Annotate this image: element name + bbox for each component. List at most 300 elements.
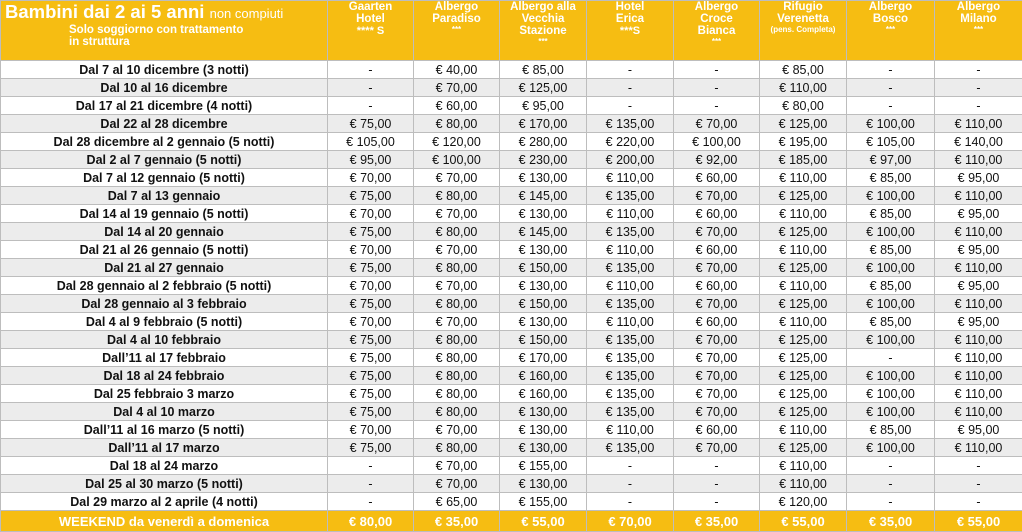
price-cell: € 280,00 — [500, 133, 587, 151]
price-cell: € 75,00 — [328, 385, 414, 403]
price-cell: € 135,00 — [587, 331, 674, 349]
period-label: Dall’11 al 16 marzo (5 notti) — [1, 421, 328, 439]
price-cell: - — [847, 97, 935, 115]
price-cell: € 195,00 — [760, 133, 847, 151]
price-cell: € 80,00 — [760, 97, 847, 115]
price-cell: € 95,00 — [935, 205, 1022, 223]
price-cell: € 85,00 — [760, 61, 847, 79]
price-cell: - — [587, 475, 674, 493]
period-label: Dal 21 al 27 gennaio — [1, 259, 328, 277]
price-cell: € 80,00 — [414, 403, 500, 421]
price-cell: € 70,00 — [328, 421, 414, 439]
price-cell: € 60,00 — [674, 205, 760, 223]
price-cell: € 125,00 — [760, 385, 847, 403]
price-cell: € 95,00 — [935, 169, 1022, 187]
price-cell: € 80,00 — [414, 259, 500, 277]
price-cell: € 70,00 — [328, 169, 414, 187]
period-label: Dal 4 al 9 febbraio (5 notti) — [1, 313, 328, 331]
price-cell: € 110,00 — [760, 205, 847, 223]
weekend-price: € 55,00 — [935, 511, 1022, 532]
price-cell: € 130,00 — [500, 439, 587, 457]
price-cell: € 120,00 — [760, 493, 847, 511]
price-cell: € 80,00 — [414, 295, 500, 313]
price-cell: € 70,00 — [674, 403, 760, 421]
price-cell: € 80,00 — [414, 439, 500, 457]
table-row — [1, 115, 1022, 133]
table-row — [1, 403, 1022, 421]
price-cell: € 40,00 — [414, 61, 500, 79]
price-cell: € 92,00 — [674, 151, 760, 169]
price-cell: € 110,00 — [935, 115, 1022, 133]
weekend-price: € 80,00 — [328, 511, 414, 532]
price-cell: € 80,00 — [414, 385, 500, 403]
price-cell: € 155,00 — [500, 493, 587, 511]
price-cell: € 70,00 — [328, 241, 414, 259]
price-cell: € 125,00 — [760, 223, 847, 241]
price-cell: € 100,00 — [847, 223, 935, 241]
price-cell: € 100,00 — [847, 331, 935, 349]
price-cell: € 85,00 — [847, 205, 935, 223]
price-cell: € 70,00 — [674, 115, 760, 133]
price-cell: € 110,00 — [587, 277, 674, 295]
hotel-stars: *** — [885, 25, 896, 34]
period-label: Dal 2 al 7 gennaio (5 notti) — [1, 151, 328, 169]
table-row — [1, 187, 1022, 205]
period-label: Dal 25 febbraio 3 marzo — [1, 385, 328, 403]
price-cell: - — [935, 61, 1022, 79]
price-cell: € 110,00 — [935, 439, 1022, 457]
price-cell: € 130,00 — [500, 169, 587, 187]
hotel-name-line: Paradiso — [432, 13, 481, 25]
price-cell: € 70,00 — [414, 169, 500, 187]
hotel-stars: **** S — [356, 25, 385, 37]
price-cell: € 110,00 — [935, 385, 1022, 403]
subtitle-line-2: in struttura — [69, 36, 130, 48]
table-row — [1, 259, 1022, 277]
price-cell: € 75,00 — [328, 367, 414, 385]
table-row — [1, 61, 1022, 79]
table-row — [1, 313, 1022, 331]
table-row — [1, 133, 1022, 151]
price-cell: € 160,00 — [500, 385, 587, 403]
price-cell: € 60,00 — [674, 169, 760, 187]
price-cell: € 80,00 — [414, 367, 500, 385]
price-cell: € 85,00 — [847, 169, 935, 187]
price-cell: € 70,00 — [674, 349, 760, 367]
period-label: Dal 18 al 24 marzo — [1, 457, 328, 475]
price-cell: € 75,00 — [328, 349, 414, 367]
price-cell: € 60,00 — [674, 277, 760, 295]
price-cell: € 75,00 — [328, 295, 414, 313]
title-main: Bambini dai 2 ai 5 anni — [5, 1, 205, 22]
table-row — [1, 421, 1022, 439]
hotel-name-line: Verenetta — [777, 13, 829, 25]
price-cell: € 135,00 — [587, 385, 674, 403]
period-label: Dal 4 al 10 marzo — [1, 403, 328, 421]
price-cell: € 130,00 — [500, 403, 587, 421]
price-cell: € 60,00 — [414, 97, 500, 115]
price-cell: € 110,00 — [760, 277, 847, 295]
period-label: Dal 4 al 10 febbraio — [1, 331, 328, 349]
price-cell: € 110,00 — [587, 313, 674, 331]
price-cell: € 70,00 — [414, 79, 500, 97]
price-cell: € 125,00 — [760, 259, 847, 277]
price-cell: - — [847, 493, 935, 511]
period-label: Dal 28 dicembre al 2 gennaio (5 notti) — [1, 133, 328, 151]
price-cell: € 60,00 — [674, 313, 760, 331]
price-cell: - — [674, 493, 760, 511]
table-row — [1, 79, 1022, 97]
hotel-header-gaarten — [328, 1, 414, 61]
hotel-name-line: Croce — [700, 13, 733, 25]
price-cell: - — [674, 457, 760, 475]
price-cell: € 110,00 — [935, 331, 1022, 349]
price-cell: - — [587, 79, 674, 97]
price-cell: € 70,00 — [328, 205, 414, 223]
price-cell: € 150,00 — [500, 259, 587, 277]
table-row — [1, 97, 1022, 115]
period-label: Dal 17 al 21 dicembre (4 notti) — [1, 97, 328, 115]
table-row — [1, 205, 1022, 223]
hotel-header-paradiso — [414, 1, 500, 61]
price-cell: € 70,00 — [674, 259, 760, 277]
period-label: Dal 21 al 26 gennaio (5 notti) — [1, 241, 328, 259]
price-cell: € 85,00 — [847, 277, 935, 295]
period-label: Dall’11 al 17 marzo — [1, 439, 328, 457]
period-label: Dal 28 gennaio al 2 febbraio (5 notti) — [1, 277, 328, 295]
price-cell: € 95,00 — [935, 421, 1022, 439]
price-cell: - — [674, 475, 760, 493]
weekend-price: € 35,00 — [847, 511, 935, 532]
price-cell: € 70,00 — [674, 331, 760, 349]
price-cell: € 70,00 — [414, 421, 500, 439]
price-cell: € 110,00 — [935, 349, 1022, 367]
price-cell: - — [328, 79, 414, 97]
price-cell: € 120,00 — [414, 133, 500, 151]
table-row — [1, 151, 1022, 169]
price-cell: € 125,00 — [760, 349, 847, 367]
price-cell: € 80,00 — [414, 115, 500, 133]
price-cell: - — [674, 61, 760, 79]
price-cell: € 85,00 — [500, 61, 587, 79]
price-cell: € 230,00 — [500, 151, 587, 169]
price-cell: € 70,00 — [674, 187, 760, 205]
period-label: Dal 28 gennaio al 3 febbraio — [1, 295, 328, 313]
table-row — [1, 457, 1022, 475]
price-cell: - — [935, 79, 1022, 97]
price-cell: € 75,00 — [328, 439, 414, 457]
price-cell: € 110,00 — [587, 205, 674, 223]
price-cell: € 80,00 — [414, 187, 500, 205]
price-cell: - — [328, 457, 414, 475]
price-cell: € 110,00 — [760, 313, 847, 331]
price-cell: - — [587, 457, 674, 475]
price-cell: € 70,00 — [674, 295, 760, 313]
price-cell: € 130,00 — [500, 205, 587, 223]
table-row — [1, 223, 1022, 241]
price-cell: - — [847, 79, 935, 97]
price-cell: € 135,00 — [587, 115, 674, 133]
price-cell: € 95,00 — [500, 97, 587, 115]
price-cell: € 110,00 — [587, 169, 674, 187]
price-cell: € 85,00 — [847, 313, 935, 331]
price-cell: € 65,00 — [414, 493, 500, 511]
table-row — [1, 331, 1022, 349]
price-cell: € 110,00 — [935, 223, 1022, 241]
header-row — [1, 1, 1022, 61]
price-cell: € 75,00 — [328, 331, 414, 349]
price-cell: € 95,00 — [935, 241, 1022, 259]
weekend-price: € 35,00 — [414, 511, 500, 532]
table-row — [1, 385, 1022, 403]
table-row — [1, 475, 1022, 493]
price-cell: € 100,00 — [847, 187, 935, 205]
price-cell: € 70,00 — [414, 313, 500, 331]
price-cell: € 135,00 — [587, 403, 674, 421]
hotel-header-milano — [935, 1, 1022, 61]
price-cell: € 110,00 — [587, 421, 674, 439]
period-label: Dal 7 al 13 gennaio — [1, 187, 328, 205]
price-cell: € 70,00 — [414, 277, 500, 295]
price-cell: € 135,00 — [587, 259, 674, 277]
hotel-stars: *** — [538, 37, 548, 46]
hotel-name-line: Rifugio — [783, 1, 823, 13]
period-label: Dal 10 al 16 dicembre — [1, 79, 328, 97]
weekend-row — [1, 511, 1022, 532]
hotel-name-line: Albergo — [956, 1, 1001, 13]
hotel-name-line: Vecchia — [521, 13, 565, 25]
price-cell: € 135,00 — [587, 439, 674, 457]
price-cell: € 110,00 — [760, 421, 847, 439]
price-cell: € 110,00 — [935, 295, 1022, 313]
price-cell: € 135,00 — [587, 349, 674, 367]
price-cell: - — [935, 97, 1022, 115]
period-label: Dal 25 al 30 marzo (5 notti) — [1, 475, 328, 493]
price-cell: - — [847, 349, 935, 367]
price-cell: € 80,00 — [414, 349, 500, 367]
price-cell: € 220,00 — [587, 133, 674, 151]
table-row — [1, 493, 1022, 511]
hotel-name-line: Erica — [615, 13, 645, 25]
price-cell: € 185,00 — [760, 151, 847, 169]
price-cell: € 105,00 — [847, 133, 935, 151]
price-cell: € 75,00 — [328, 403, 414, 421]
price-cell: - — [935, 457, 1022, 475]
table-title — [5, 2, 327, 24]
price-cell: € 100,00 — [847, 439, 935, 457]
period-label: Dal 14 al 20 gennaio — [1, 223, 328, 241]
price-cell: - — [935, 475, 1022, 493]
price-cell: € 100,00 — [847, 115, 935, 133]
price-cell: € 125,00 — [760, 331, 847, 349]
hotel-name-line: Bosco — [872, 13, 909, 25]
price-cell: € 125,00 — [760, 403, 847, 421]
price-cell: € 110,00 — [760, 79, 847, 97]
price-cell: € 75,00 — [328, 259, 414, 277]
hotel-name-line: Milano — [960, 13, 997, 25]
table-row — [1, 241, 1022, 259]
price-cell: € 100,00 — [847, 367, 935, 385]
price-cell: € 110,00 — [935, 187, 1022, 205]
weekend-price: € 55,00 — [500, 511, 587, 532]
price-cell: € 155,00 — [500, 457, 587, 475]
weekend-price: € 35,00 — [674, 511, 760, 532]
price-cell: - — [587, 61, 674, 79]
period-label: Dal 14 al 19 gennaio (5 notti) — [1, 205, 328, 223]
weekend-label: WEEKEND da venerdì a domenica — [1, 511, 328, 532]
price-cell: - — [328, 475, 414, 493]
weekend-price: € 70,00 — [587, 511, 674, 532]
hotel-name-line: Hotel — [356, 13, 385, 25]
price-cell: € 125,00 — [760, 367, 847, 385]
hotel-header-bosco — [847, 1, 935, 61]
price-cell: € 70,00 — [414, 457, 500, 475]
price-cell: € 145,00 — [500, 187, 587, 205]
price-cell: € 110,00 — [760, 169, 847, 187]
hotel-name-line: Gaarten — [348, 1, 393, 13]
price-cell: € 110,00 — [935, 259, 1022, 277]
price-cell: € 110,00 — [587, 241, 674, 259]
price-cell: € 170,00 — [500, 349, 587, 367]
price-cell: - — [847, 457, 935, 475]
price-cell: - — [935, 493, 1022, 511]
price-cell: € 130,00 — [500, 475, 587, 493]
price-cell: € 100,00 — [674, 133, 760, 151]
price-cell: € 100,00 — [847, 385, 935, 403]
price-cell: - — [847, 475, 935, 493]
price-cell: - — [328, 97, 414, 115]
hotel-header-erica — [587, 1, 674, 61]
subtitle-line-1: Solo soggiorno con trattamento — [69, 24, 244, 36]
price-cell: € 100,00 — [847, 295, 935, 313]
hotel-name-line: Albergo — [694, 1, 739, 13]
price-cell: € 70,00 — [328, 313, 414, 331]
price-cell: € 140,00 — [935, 133, 1022, 151]
price-cell: € 200,00 — [587, 151, 674, 169]
price-cell: € 80,00 — [414, 331, 500, 349]
price-cell: € 75,00 — [328, 223, 414, 241]
price-cell: € 100,00 — [847, 259, 935, 277]
price-cell: € 85,00 — [847, 241, 935, 259]
price-cell: € 70,00 — [328, 277, 414, 295]
price-cell: € 97,00 — [847, 151, 935, 169]
price-cell: € 75,00 — [328, 187, 414, 205]
price-cell: € 105,00 — [328, 133, 414, 151]
price-cell: € 130,00 — [500, 241, 587, 259]
price-cell: € 70,00 — [674, 223, 760, 241]
table-title-cell — [1, 1, 328, 61]
price-cell: € 70,00 — [414, 241, 500, 259]
hotel-stars: *** — [973, 25, 984, 34]
price-cell: € 95,00 — [935, 313, 1022, 331]
price-cell: - — [847, 61, 935, 79]
price-cell: € 130,00 — [500, 421, 587, 439]
price-cell: € 70,00 — [414, 475, 500, 493]
price-cell: € 135,00 — [587, 223, 674, 241]
period-label: Dall’11 al 17 febbraio — [1, 349, 328, 367]
weekend-price: € 55,00 — [760, 511, 847, 532]
table-row — [1, 295, 1022, 313]
price-rows — [1, 61, 1022, 511]
hotel-header-croce-bianca — [674, 1, 760, 61]
price-cell: € 110,00 — [760, 475, 847, 493]
price-cell: € 100,00 — [414, 151, 500, 169]
price-cell: € 110,00 — [760, 457, 847, 475]
price-cell: € 60,00 — [674, 241, 760, 259]
price-cell: € 70,00 — [414, 205, 500, 223]
price-cell: € 75,00 — [328, 115, 414, 133]
price-cell: € 125,00 — [760, 115, 847, 133]
price-cell: € 85,00 — [847, 421, 935, 439]
price-cell: € 110,00 — [935, 151, 1022, 169]
hotel-stars: *** — [451, 25, 462, 34]
price-cell: € 125,00 — [760, 295, 847, 313]
price-cell: € 135,00 — [587, 367, 674, 385]
hotel-stars: ***S — [619, 25, 641, 37]
price-cell: € 125,00 — [500, 79, 587, 97]
price-cell: € 150,00 — [500, 295, 587, 313]
price-cell: € 110,00 — [935, 367, 1022, 385]
hotel-name-line: Stazione — [519, 25, 567, 37]
price-cell: € 135,00 — [587, 187, 674, 205]
price-cell: € 130,00 — [500, 313, 587, 331]
price-cell: - — [587, 493, 674, 511]
period-label: Dal 7 al 10 dicembre (3 notti) — [1, 61, 328, 79]
price-cell: € 170,00 — [500, 115, 587, 133]
price-cell: - — [674, 97, 760, 115]
price-cell: € 135,00 — [587, 295, 674, 313]
table-row — [1, 277, 1022, 295]
hotel-note: (pens. Completa) — [770, 25, 836, 34]
price-cell: € 130,00 — [500, 277, 587, 295]
price-cell: - — [587, 97, 674, 115]
table-row — [1, 169, 1022, 187]
table-row — [1, 439, 1022, 457]
price-cell: - — [328, 493, 414, 511]
price-cell: € 110,00 — [935, 403, 1022, 421]
period-label: Dal 29 marzo al 2 aprile (4 notti) — [1, 493, 328, 511]
price-cell: € 80,00 — [414, 223, 500, 241]
hotel-stars: *** — [711, 37, 722, 46]
price-cell: - — [674, 79, 760, 97]
table-row — [1, 349, 1022, 367]
hotel-name-line: Albergo — [868, 1, 913, 13]
hotel-name-line: Albergo alla — [510, 1, 576, 13]
price-cell: € 110,00 — [760, 241, 847, 259]
price-cell: € 125,00 — [760, 439, 847, 457]
price-cell: € 60,00 — [674, 421, 760, 439]
period-label: Dal 18 al 24 febbraio — [1, 367, 328, 385]
price-cell: € 150,00 — [500, 331, 587, 349]
price-cell: € 95,00 — [935, 277, 1022, 295]
hotel-name-line: Hotel — [615, 1, 645, 13]
price-cell: € 95,00 — [328, 151, 414, 169]
hotel-name-line: Albergo — [434, 1, 479, 13]
price-cell: € 145,00 — [500, 223, 587, 241]
hotel-name-line: Bianca — [697, 25, 736, 37]
price-cell: € 70,00 — [674, 439, 760, 457]
hotel-header-verenetta — [760, 1, 847, 61]
price-cell: € 70,00 — [674, 367, 760, 385]
hotel-header-vecchia-stazione — [500, 1, 587, 61]
price-cell: € 100,00 — [847, 403, 935, 421]
title-tail: non compiuti — [209, 6, 284, 21]
price-cell: € 125,00 — [760, 187, 847, 205]
price-cell: € 70,00 — [674, 385, 760, 403]
price-cell: - — [328, 61, 414, 79]
period-label: Dal 22 al 28 dicembre — [1, 115, 328, 133]
period-label: Dal 7 al 12 gennaio (5 notti) — [1, 169, 328, 187]
